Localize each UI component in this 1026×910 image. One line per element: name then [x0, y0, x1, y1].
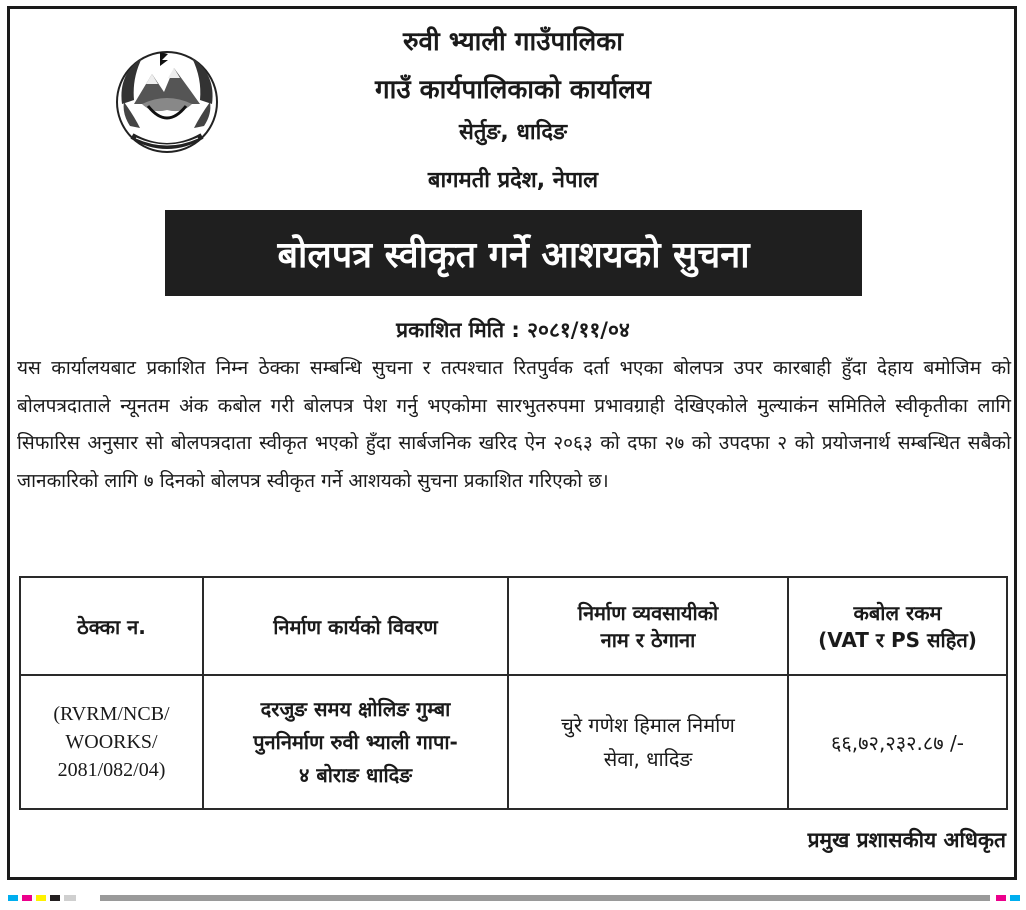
- cell-amount: ६६,७२,२३२.८७ /-: [788, 675, 1007, 809]
- notice-body-paragraph: यस कार्यालयबाट प्रकाशित निम्न ठेक्का सम्बन्धि सुचना र तत्पश्चात रितपुर्वक दर्ता भएका बोलपत्र उपर कारबाही हुँदा देहाय बमोजिम को बोलपत्रदाताले न्यूनतम अंक कबोल गरी बोलपत्र पेश गर्नु भएकोमा सारभुतरुपमा प्रभावग्राही देखिएकोले मुल्याकंन समितिले स्वीकृतीका लागि सिफारिस अनुसार सो बोलपत्रदाता स्वीकृत भएको हुँदा सार्बजनिक खरिद ऐन २०६३ को दफा २७ को उपदफा २ को प्रयोजनार्थ सम्बन्धित सबैको जानकारिको लागि ७ दिनको बोलपत्र स्वीकृत गर्ने आशयको सुचना प्रकाशित गरिएको छ।: [17, 357, 1011, 492]
- color-strip-magenta-right: [996, 895, 1006, 901]
- cell-contract-no: (RVRM/NCB/ WOORKS/ 2081/082/04): [20, 675, 203, 809]
- signatory-title: प्रमुख प्रशासकीय अधिकृत: [807, 828, 1006, 852]
- color-strip-black: [50, 895, 60, 901]
- table-row: [20, 675, 1007, 809]
- notice-title: बोलपत्र स्वीकृत गर्ने आशयको सुचना: [277, 234, 750, 276]
- color-strip-cyan: [8, 895, 18, 901]
- cell-contractor: चुरे गणेश हिमाल निर्माण सेवा, धादिङ: [508, 675, 788, 809]
- province-country: बागमती प्रदेश, नेपाल: [427, 168, 599, 193]
- cell-work-description: दरजुङ समय क्षोलिङ गुम्बा पुननिर्माण रुवी भ्याली गापा- ४ बोराङ धादिङ: [203, 675, 508, 809]
- color-strip-cyan-right: [1010, 895, 1020, 901]
- header-contractor: निर्माण व्यवसायीको नाम र ठेगाना: [508, 577, 788, 675]
- notice-title-banner: [165, 210, 862, 296]
- table-header-row: [20, 577, 1007, 675]
- color-strip-gray-bar: [100, 895, 990, 901]
- header-contract-no: ठेक्का न.: [20, 577, 203, 675]
- header-amount: कबोल रकम (VAT र PS सहित): [788, 577, 1007, 675]
- municipality-name: रुवी भ्याली गाउँपालिका: [402, 27, 624, 57]
- header-work-description: निर्माण कार्यको विवरण: [203, 577, 508, 675]
- publication-date: प्रकाशित मिति : २०८१/११/०४: [396, 318, 630, 342]
- office-location: सेर्तुङ, धादिङ: [458, 120, 568, 145]
- color-strip-light-gray: [64, 895, 76, 901]
- tender-table: [19, 576, 1008, 810]
- color-strip-yellow: [36, 895, 46, 901]
- color-strip-magenta: [22, 895, 32, 901]
- office-name: गाउँ कार्यपालिकाको कार्यालय: [375, 75, 651, 105]
